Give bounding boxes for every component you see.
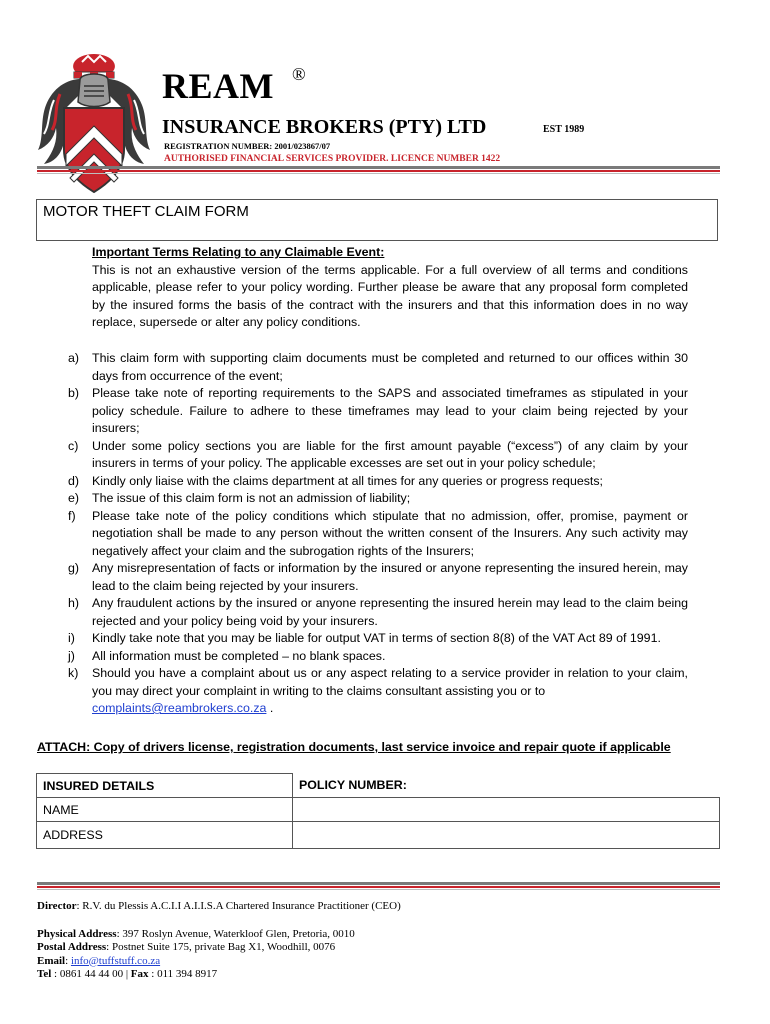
list-label: h) xyxy=(68,596,80,610)
tel-text: : 0861 44 44 00 | xyxy=(51,968,131,980)
footer-rule-red xyxy=(37,886,720,888)
form-title-box xyxy=(36,199,718,241)
director-label: Director xyxy=(37,900,77,912)
postal-address-line xyxy=(37,941,401,955)
postal-address-label: Postal Address xyxy=(37,941,107,953)
company-subtitle: INSURANCE BROKERS (PTY) LTD xyxy=(162,116,487,138)
list-text: Kindly take note that you may be liable for output VAT in terms of section 8(8) of the VAT Act 89 of 1991. xyxy=(92,631,661,645)
list-label: k) xyxy=(68,666,79,680)
postal-address-text: : Postnet Suite 175, private Bag X1, Woodhill, 0076 xyxy=(106,941,336,953)
table-row xyxy=(37,798,720,822)
list-label: d) xyxy=(68,473,80,488)
list-text: Please take note of the policy conditions which stipulate that no admission, offer, promise, payment or negotiation shall be made to any person without the written consent of the Insurers. Any such activity may negatively affect your claim and the subrogation rights of the Insurers; xyxy=(92,508,688,558)
list-label: j) xyxy=(68,648,75,663)
list-text: Any fraudulent actions by the insured or anyone representing the insured herein may lead to the claim being rejected and your policy being void by your insurers. xyxy=(92,596,688,628)
terms-section xyxy=(92,244,688,332)
list-label: a) xyxy=(68,351,80,365)
conditions-list xyxy=(36,350,688,718)
list-text: Any misrepresentation of facts or information by the insured or anyone representing the insured herein, may lead to the claim being rejected by your insurers. xyxy=(92,561,688,593)
address-label: ADDRESS xyxy=(37,822,293,849)
table-row xyxy=(37,774,720,798)
list-text: This claim form with supporting claim documents must be completed and returned to our offices within 30 days from occurrence of the event; xyxy=(92,351,688,383)
list-item xyxy=(36,438,688,473)
insured-details-header: INSURED DETAILS xyxy=(37,774,293,798)
physical-address-line xyxy=(37,928,401,942)
list-item xyxy=(36,490,688,508)
registered-mark: ® xyxy=(292,64,306,84)
list-item xyxy=(36,385,688,438)
fax-label: Fax xyxy=(130,968,149,980)
footer xyxy=(37,900,401,982)
physical-address-text: : 397 Roslyn Avenue, Waterkloof Glen, Pretoria, 0010 xyxy=(116,927,355,940)
heraldic-crest-icon xyxy=(32,50,157,200)
email-link[interactable]: info@tuffstuff.co.za xyxy=(70,954,161,967)
list-text: Kindly only liaise with the claims department at all times for any queries or progress requests; xyxy=(92,473,603,488)
list-label: b) xyxy=(68,386,80,400)
list-text: Under some policy sections you are liable for the first amount payable (“excess”) of any claim by your insurers in terms of your policy. The applicable excesses are set out in your policy schedule; xyxy=(92,438,688,470)
list-text: The issue of this claim form is not an admission of liability; xyxy=(92,491,411,505)
fsp-licence: AUTHORISED FINANCIAL SERVICES PROVIDER. LICENCE NUMBER 1422 xyxy=(164,154,501,164)
header-rule-grey-lower xyxy=(37,173,720,174)
list-label: f) xyxy=(68,508,76,523)
terms-intro: This is not an exhaustive version of the terms applicable. For a full overview of all terms and conditions applicable, please refer to your policy wording. Further please be aware that any proposal form completed by the insured forms the basis of the contract with the insurers and that this information does in no way replace, supersede or alter any policy conditions. xyxy=(92,262,688,329)
director-line xyxy=(37,900,401,914)
list-item xyxy=(36,350,688,385)
list-item xyxy=(36,508,688,561)
list-item xyxy=(36,630,688,648)
table-row xyxy=(37,822,720,849)
list-item xyxy=(36,473,688,491)
list-item xyxy=(36,595,688,630)
header-rule-red xyxy=(37,170,720,172)
list-text: Should you have a complaint about us or any aspect relating to a service provider in relation to your claim, you may direct your complaint in writing to the claims consultant assisting you or to xyxy=(92,666,688,698)
fax-text: : 011 394 8917 xyxy=(148,968,218,980)
name-field[interactable] xyxy=(293,798,720,822)
list-label: i) xyxy=(68,631,75,645)
email-label: Email xyxy=(37,954,66,967)
physical-address-label: Physical Address xyxy=(37,927,117,940)
attach-notice: ATTACH: Copy of drivers license, registration documents, last service invoice and repair quote if applicable xyxy=(37,740,671,754)
email-line xyxy=(37,955,401,969)
registration-number: REGISTRATION NUMBER: 2001/023867/07 xyxy=(164,141,331,151)
name-label: NAME xyxy=(37,798,293,822)
terms-heading: Important Terms Relating to any Claimable Event: xyxy=(92,245,385,259)
insured-details-table xyxy=(36,773,720,849)
list-label: e) xyxy=(68,491,80,505)
complaints-email-link[interactable]: complaints@reambrokers.co.za xyxy=(92,701,267,715)
email-sep: : xyxy=(65,954,71,967)
list-item xyxy=(36,665,688,718)
established-year: EST 1989 xyxy=(543,124,585,135)
address-field[interactable] xyxy=(293,822,720,849)
header-rule-grey xyxy=(37,166,720,169)
brand-name: REAM xyxy=(162,66,274,106)
complaints-tail: . xyxy=(266,701,274,715)
list-label: g) xyxy=(68,561,80,575)
footer-rule-grey-lower xyxy=(37,889,720,890)
list-item xyxy=(36,560,688,595)
list-text: Please take note of reporting requirements to the SAPS and associated timeframes as stipulated in your policy schedule. Failure to adhere to these timeframes may lead to your claim being rejected by your insurers; xyxy=(92,386,688,435)
footer-rule-grey xyxy=(37,882,720,885)
list-item xyxy=(36,648,688,666)
phone-line xyxy=(37,968,401,982)
list-text: All information must be completed – no blank spaces. xyxy=(92,648,386,663)
policy-number-label: POLICY NUMBER: xyxy=(293,774,720,798)
tel-label: Tel xyxy=(37,968,52,980)
director-text: : R.V. du Plessis A.C.I.I A.I.I.S.A Chartered Insurance Practitioner (CEO) xyxy=(76,900,401,912)
form-title: MOTOR THEFT CLAIM FORM xyxy=(43,203,249,220)
list-label: c) xyxy=(68,438,79,453)
